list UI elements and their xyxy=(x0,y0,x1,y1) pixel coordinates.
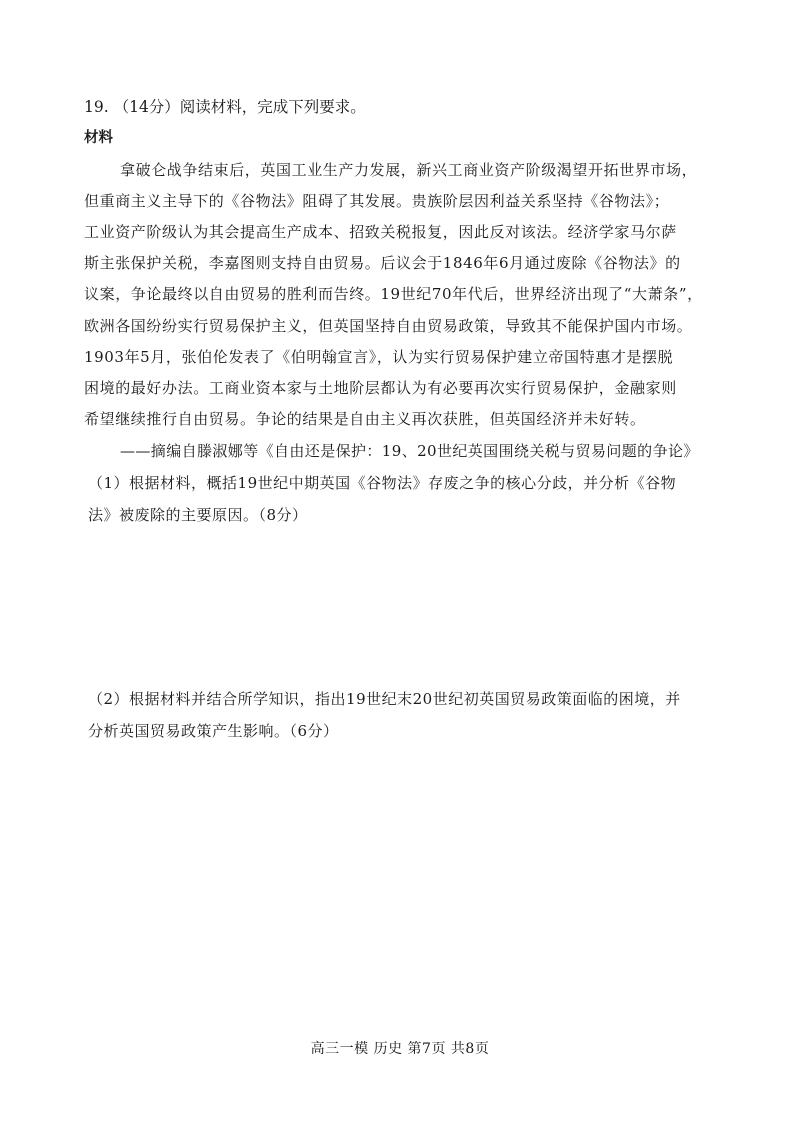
sub-question-2-line: 分析英国贸易政策产生影响。（6分） xyxy=(88,722,339,740)
material-line: 困境的最好办法。工商业资本家与土地阶层都认为有必要再次实行贸易保护，金融家则 xyxy=(84,379,677,397)
material-source: ——摘编自滕淑娜等《自由还是保护：19、20世纪英国围绕关税与贸易问题的争论》 xyxy=(120,442,699,460)
page-footer: 高三一模 历史 第7页 共8页 xyxy=(310,1041,490,1057)
question-header: 19. （14分）阅读材料，完成下列要求。 xyxy=(84,98,366,116)
sub-question-1-line: （1）根据材料，概括19世纪中期英国《谷物法》存废之争的核心分歧，并分析《谷物 xyxy=(88,474,677,492)
material-line: 1903年5月，张伯伦发表了《伯明翰宣言》，认为实行贸易保护建立帝国特惠才是摆脱 xyxy=(84,348,674,366)
sub-question-1-line: 法》被废除的主要原因。（8分） xyxy=(88,506,308,524)
material-line: 但重商主义主导下的《谷物法》阻碍了其发展。贵族阶层因利益关系坚持《谷物法》； xyxy=(84,192,670,210)
material-label: 材料 xyxy=(84,130,113,146)
material-line: 工业资产阶级认为其会提高生产成本、招致关税报复，因此反对该法。经济学家马尔萨 xyxy=(84,223,677,241)
answer-area-1 xyxy=(84,535,720,675)
material-line: 斯主张保护关税，李嘉图则支持自由贸易。后议会于1846年6月通过废除《谷物法》的 xyxy=(84,254,681,272)
material-line: 议案，争论最终以自由贸易的胜利而告终。19世纪70年代后，世界经济出现了“大萧条”， xyxy=(84,285,703,303)
answer-area-2 xyxy=(84,752,720,1022)
material-line: 欧洲各国纷纷实行贸易保护主义，但英国坚持自由贸易政策，导致其不能保护国内市场。 xyxy=(84,317,693,335)
material-line: 拿破仑战争结束后，英国工业生产力发展，新兴工商业资产阶级渴望开拓世界市场， xyxy=(120,161,698,179)
material-line: 希望继续推行自由贸易。争论的结果是自由主义再次获胜，但英国经济并未好转。 xyxy=(84,410,646,428)
sub-question-2-line: （2）根据材料并结合所学知识，指出19世纪末20世纪初英国贸易政策面临的困境，并 xyxy=(88,690,681,708)
